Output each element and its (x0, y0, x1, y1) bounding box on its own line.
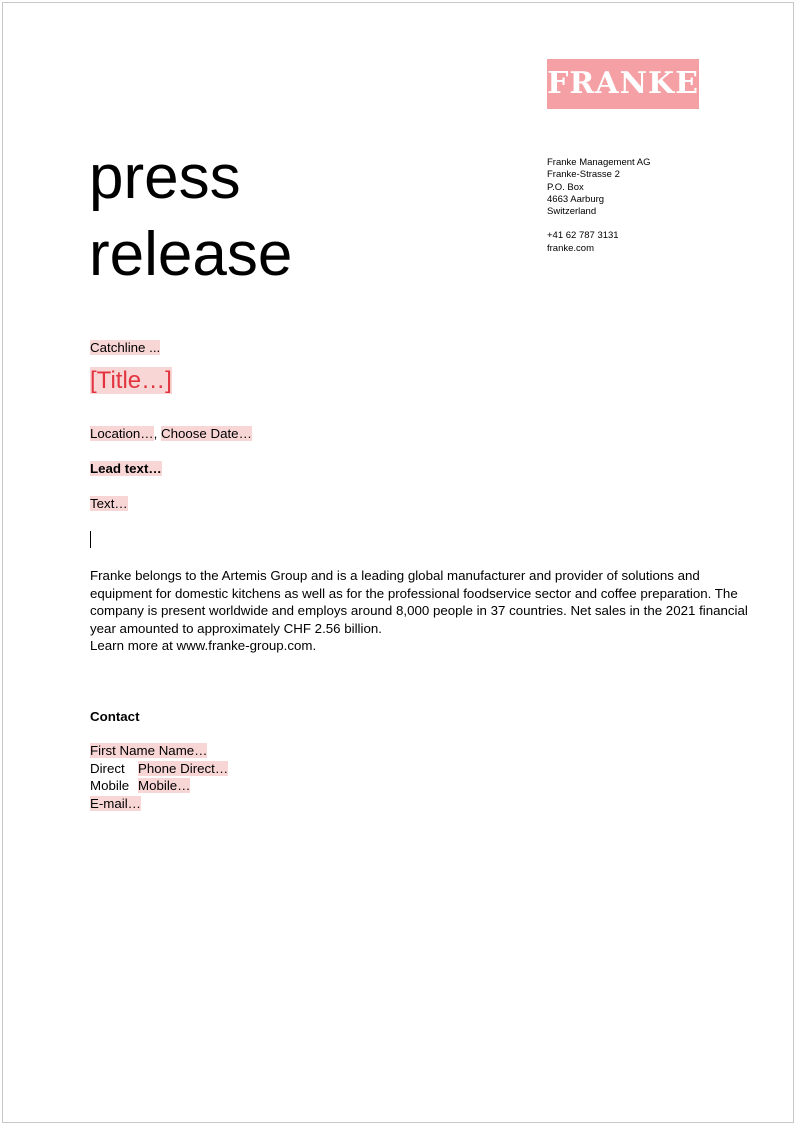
boilerplate (90, 567, 750, 655)
title-field[interactable]: [Title…] (90, 367, 172, 394)
company-address (547, 157, 651, 255)
heading-line-2: release (89, 220, 293, 289)
body-text-field[interactable]: Text… (90, 496, 128, 511)
dateline (90, 425, 252, 443)
address-phone: +41 62 787 3131 (547, 230, 619, 242)
contact-name-field[interactable]: First Name Name… (90, 743, 208, 758)
text-cursor (90, 531, 91, 548)
catchline-field-row (90, 339, 160, 357)
catchline-field[interactable]: Catchline ... (90, 340, 161, 355)
text-field-row (90, 495, 128, 513)
location-field[interactable]: Location… (90, 426, 154, 441)
email-field[interactable]: E-mail… (90, 795, 141, 811)
title-field-row (90, 365, 172, 397)
contact-heading: Contact (90, 709, 140, 724)
address-box: P.O. Box (547, 181, 584, 193)
dateline-separator: , (153, 426, 161, 441)
address-street: Franke-Strasse 2 (547, 169, 620, 181)
logo-text: FRANKE (547, 66, 699, 101)
address-company: Franke Management AG (547, 157, 651, 168)
contact-block (90, 742, 228, 812)
lead-field-row (90, 460, 162, 478)
mobile-field[interactable]: Mobile… (138, 778, 191, 793)
date-picker-field[interactable]: Choose Date… (160, 426, 252, 441)
address-country: Switzerland (547, 206, 597, 218)
address-city: 4663 Aarburg (547, 193, 605, 205)
heading-line-1: press (89, 143, 241, 212)
press-release-heading (89, 139, 292, 293)
lead-text-field[interactable]: Lead text… (90, 461, 162, 476)
boilerplate-paragraph: Franke belongs to the Artemis Group and is a leading global manufacturer and provider of solutions and equipment for domestic kitchens as well as for the professional foodservice sector and coffee preparation. The company is present worldwide and employs around 8,000 people in 37 countries. Net sales in the 2021 financial year amounted to approximately CHF 2.56 billion. (90, 568, 748, 636)
franke-logo (547, 59, 699, 109)
direct-label: Direct (90, 760, 125, 776)
document-page (2, 2, 794, 1123)
address-web: franke.com (547, 242, 594, 254)
phone-direct-field[interactable]: Phone Direct… (138, 760, 229, 776)
mobile-label: Mobile (90, 778, 130, 793)
boilerplate-learn-more: Learn more at www.franke-group.com. (90, 638, 317, 653)
